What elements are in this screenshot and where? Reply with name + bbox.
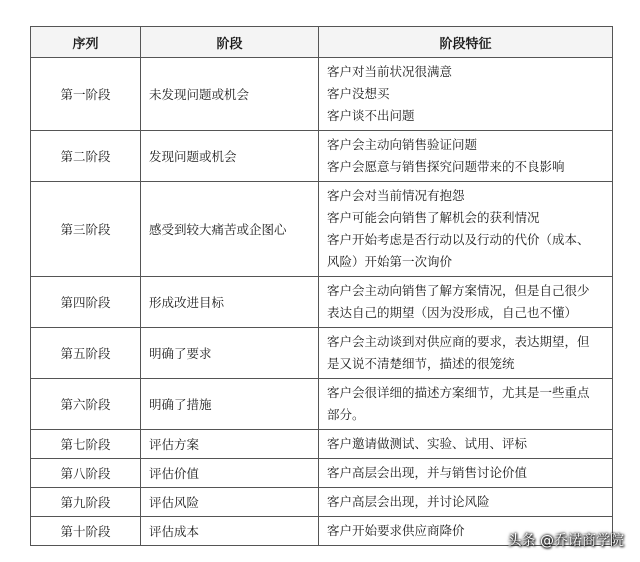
- feature-line: 是又说不清楚细节，描述的很笼统: [327, 356, 515, 371]
- row-features: [319, 131, 613, 182]
- row-features: [319, 430, 613, 459]
- table-row: [31, 430, 613, 459]
- table-row: [31, 58, 613, 131]
- table-row: [31, 277, 613, 328]
- row-stage: 评估成本: [141, 517, 319, 546]
- feature-line: 客户高层会出现，并与销售讨论价值: [327, 465, 528, 480]
- row-features: [319, 379, 613, 430]
- table-row: [31, 328, 613, 379]
- row-stage: 形成改进目标: [141, 277, 319, 328]
- feature-line: 客户会主动谈到对供应商的要求，表达期望，但: [327, 334, 590, 349]
- row-seq: 第六阶段: [31, 379, 141, 430]
- row-stage: 未发现问题或机会: [141, 58, 319, 131]
- row-features: [319, 277, 613, 328]
- row-seq: 第三阶段: [31, 182, 141, 277]
- row-features: [319, 459, 613, 488]
- feature-line: 客户会对当前情况有抱怨: [327, 188, 465, 203]
- row-stage: 感受到较大痛苦或企图心: [141, 182, 319, 277]
- row-seq: 第四阶段: [31, 277, 141, 328]
- header-seq: 序列: [31, 27, 141, 58]
- table-row: [31, 379, 613, 430]
- feature-line: 客户会主动向销售了解方案情况，但是自己很少: [327, 283, 590, 298]
- watermark: 头条 @乔诺商学院: [507, 533, 624, 549]
- header-features: 阶段特征: [319, 27, 613, 58]
- row-stage: 评估风险: [141, 488, 319, 517]
- feature-line: 客户没想买: [327, 86, 390, 101]
- row-seq: 第一阶段: [31, 58, 141, 131]
- feature-line: 客户会愿意与销售探究问题带来的不良影响: [327, 159, 565, 174]
- feature-line: 客户对当前状况很满意: [327, 64, 453, 79]
- row-stage: 明确了要求: [141, 328, 319, 379]
- feature-line: 客户高层会出现，并讨论风险: [327, 494, 490, 509]
- row-stage: 评估方案: [141, 430, 319, 459]
- feature-line: 客户会很详细的描述方案细节，尤其是一些重点: [327, 385, 590, 400]
- feature-line: 客户开始要求供应商降价: [327, 523, 465, 538]
- feature-line: 部分。: [327, 407, 365, 422]
- feature-line: 表达自己的期望（因为没形成，自己也不懂）: [327, 305, 578, 320]
- row-seq: 第五阶段: [31, 328, 141, 379]
- row-seq: 第二阶段: [31, 131, 141, 182]
- feature-line: 客户可能会向销售了解机会的获利情况: [327, 210, 540, 225]
- row-features: [319, 328, 613, 379]
- row-seq: 第九阶段: [31, 488, 141, 517]
- header-stage: 阶段: [141, 27, 319, 58]
- header-row: [31, 27, 613, 58]
- row-features: [319, 182, 613, 277]
- row-seq: 第十阶段: [31, 517, 141, 546]
- stage-table: [30, 26, 613, 546]
- table-body: [31, 58, 613, 546]
- feature-line: 客户开始考虑是否行动以及行动的代价（成本、: [327, 232, 590, 247]
- feature-line: 客户会主动向销售验证问题: [327, 137, 478, 152]
- feature-line: 风险）开始第一次询价: [327, 254, 453, 269]
- row-stage: 明确了措施: [141, 379, 319, 430]
- row-stage: 评估价值: [141, 459, 319, 488]
- table-row: [31, 488, 613, 517]
- table-row: [31, 131, 613, 182]
- row-stage: 发现问题或机会: [141, 131, 319, 182]
- table-row: [31, 182, 613, 277]
- row-seq: 第八阶段: [31, 459, 141, 488]
- feature-line: 客户谈不出问题: [327, 108, 415, 123]
- row-features: [319, 488, 613, 517]
- row-seq: 第七阶段: [31, 430, 141, 459]
- row-features: [319, 58, 613, 131]
- table-row: [31, 459, 613, 488]
- feature-line: 客户邀请做测试、实验、试用、评标: [327, 436, 528, 451]
